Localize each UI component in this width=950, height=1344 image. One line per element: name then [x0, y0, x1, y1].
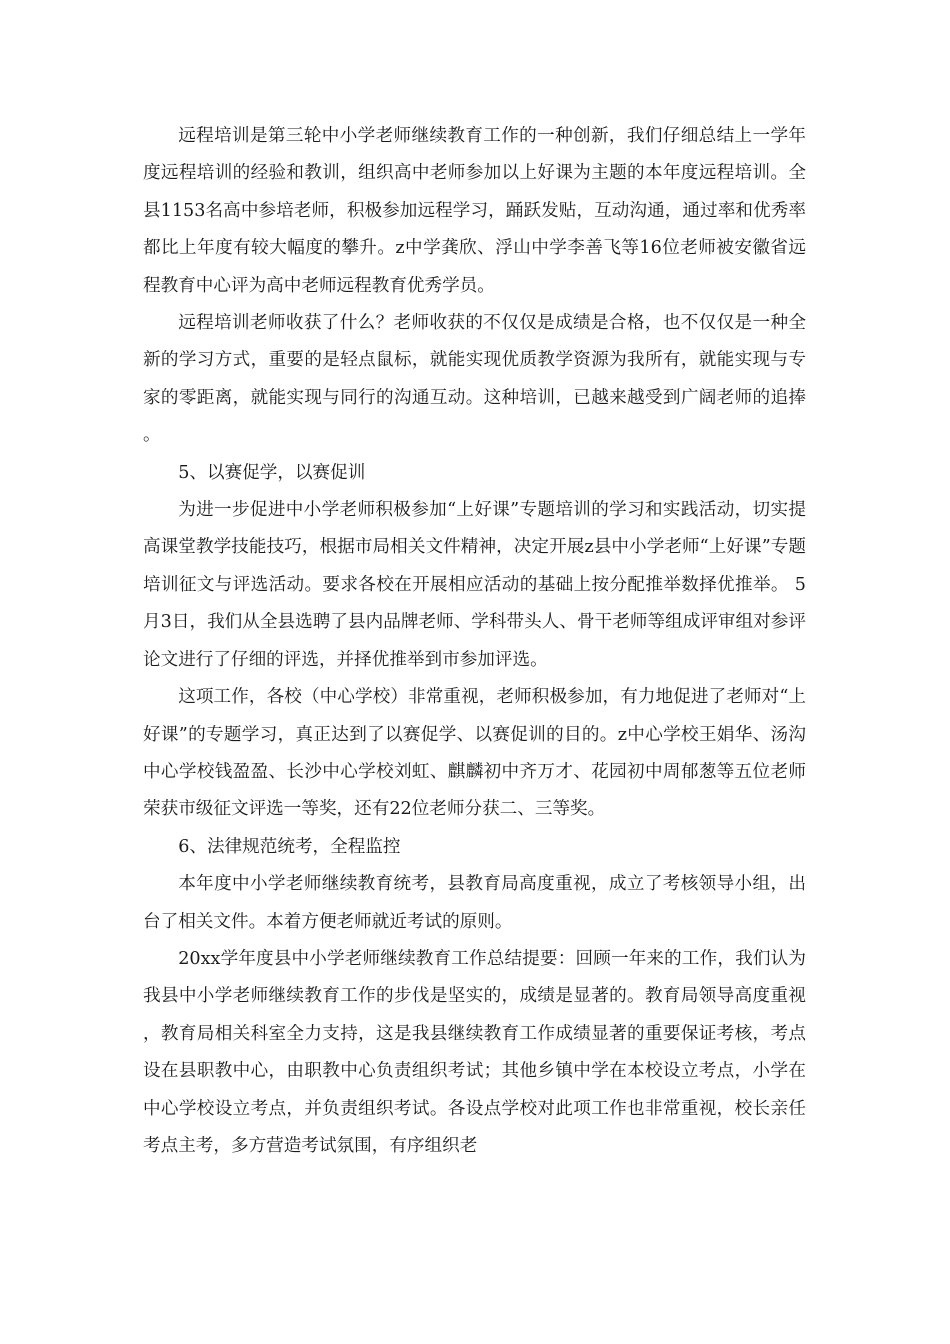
- document-page: [143, 118, 806, 1165]
- paragraph-essay-competition: 为进一步促进中小学老师积极参加“上好课”专题培训的学习和实践活动，切实提高课堂教学技能技巧，根据市局相关文件精神，决定开展z县中小学老师“上好课”专题培训征文与评选活动。要求各校在开展相应活动的基础上按分配推举数择优推举。 5月3日，我们从全县选聘了县内品牌老师、学科带头人、骨干老师等组成评审组对参评论文进行了仔细的评选，并择优推举到市参加评选。: [143, 500, 806, 670]
- paragraph-unified-exam: 本年度中小学老师继续教育统考，县教育局高度重视，成立了考核领导小组，出台了相关文件。本着方便老师就近考试的原则。: [143, 874, 806, 932]
- section-heading-6: 6、法律规范统考，全程监控: [178, 836, 401, 857]
- paragraph-competition-results: 这项工作，各校（中心学校）非常重视，老师积极参加，有力地促进了老师对“上好课”的专题学习，真正达到了以赛促学、以赛促训的目的。z中心学校王娟华、汤沟中心学校钱盈盈、长沙中心学校刘虹、麒麟初中齐万才、花园初中周郁葱等五位老师荣获市级征文评选一等奖，还有22位老师分获二、三等奖。: [143, 687, 806, 820]
- paragraph-remote-training: 远程培训是第三轮中小学老师继续教育工作的一种创新，我们仔细总结上一学年度远程培训的经验和教训，组织高中老师参加以上好课为主题的本年度远程培训。全县1153名高中参培老师，积极参加远程学习，踊跃发贴，互动沟通，通过率和优秀率都比上年度有较大幅度的攀升。z中学龚欣、浮山中学李善飞等16位老师被安徽省远程教育中心评为高中老师远程教育优秀学员。: [143, 126, 806, 296]
- section-heading-5: 5、以赛促学，以赛促训: [178, 462, 366, 483]
- paragraph-summary: 20xx学年度县中小学老师继续教育工作总结提要：回顾一年来的工作，我们认为我县中小学老师继续教育工作的步伐是坚实的，成绩是显著的。教育局领导高度重视，教育局相关科室全力支持，这是我县继续教育工作成绩显著的重要保证考核，考点设在县职教中心，由职教中心负责组织考试；其他乡镇中学在本校设立考点，小学在中心学校设立考点，并负责组织考试。各设点学校对此项工作也非常重视，校长亲任考点主考，多方营造考试氛围，有序组织老: [143, 948, 806, 1156]
- paragraph-training-gains: 远程培训老师收获了什么？老师收获的不仅仅是成绩是合格，也不仅仅是一种全新的学习方式，重要的是轻点鼠标，就能实现优质教学资源为我所有，就能实现与专家的零距离，就能实现与同行的沟通互动。这种培训，已越来越受到广阔老师的追捧。: [143, 313, 806, 446]
